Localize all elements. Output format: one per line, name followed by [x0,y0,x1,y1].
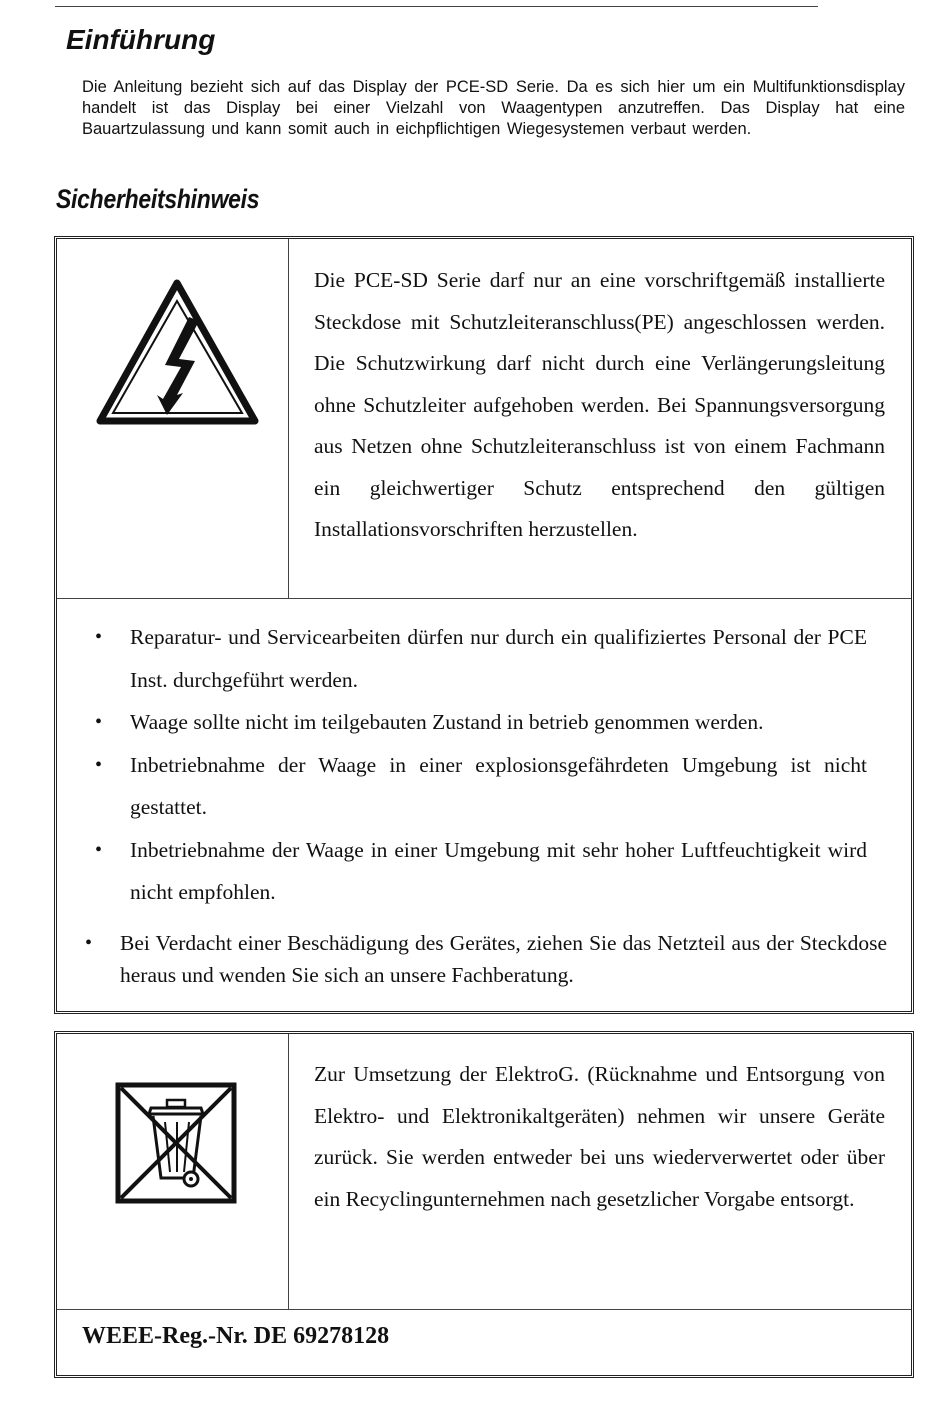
list-item-damage: • Bei Verdacht einer Beschädigung des Gerätes, ziehen Sie das Netzteil aus der Steckdose heraus und wenden Sie sich an unsere Fachberatung. [85,927,887,991]
safety-box [54,236,914,1014]
crossed-out-wheelie-bin-icon [115,1082,237,1204]
weee-text: Zur Umsetzung der ElektroG. (Rücknahme und Entsorgung von Elektro- und Elektronikaltgeräten) nehmen wir unsere Geräte zurück. Sie werden entweder bei uns wiederverwertet oder über ein Recyclingunternehmen nach gesetzlicher Vorgabe entsorgt. [314,1062,885,1211]
list-item: • Inbetriebnahme der Waage in einer explosionsgefährdeten Umgebung ist nicht gestattet. [95,744,867,829]
list-item: • Reparatur- und Servicearbeiten dürfen nur durch ein qualifiziertes Personal der PCE Inst. durchgeführt werden. [95,616,867,701]
weee-box [54,1031,914,1378]
weee-registration-number: WEEE-Reg.-Nr. DE 69278128 [82,1323,390,1349]
safety-divider [57,598,911,599]
intro-text: Die Anleitung bezieht sich auf das Display der PCE-SD Serie. Da es sich hier um ein Multifunktionsdisplay handelt ist das Display bei einer Vielzahl von Waagentypen anzutreffen. Das Display hat eine Bauartzulassung und kann somit auch in eichpflichtigen Wiegesystemen verbaut werden. [82,78,905,138]
safety-bullet-list [95,616,867,914]
intro-heading: Einführung [66,24,216,55]
list-item: • Inbetriebnahme der Waage in einer Umgebung mit sehr hoher Luftfeuchtigkeit wird nicht empfohlen. [95,829,867,914]
safety-warning-text: Die PCE-SD Serie darf nur an eine vorschriftgemäß installierte Steckdose mit Schutzleiteranschluss(PE) angeschlossen werden. Die Schutzwirkung darf nicht durch eine Verlängerungsleitung ohne Schutzleiter aufgehoben werden. Bei Spannungsversorgung aus Netzen ohne Schutzleiteranschluss ist von einem Fachmann ein gleichwertiger Schutz entsprechend den gültigen Installationsvorschriften herzustellen. [314,268,885,541]
weee-divider [57,1309,911,1310]
high-voltage-warning-icon [95,277,260,427]
top-rule [55,6,818,7]
list-item: • Waage sollte nicht im teilgebauten Zustand in betrieb genommen werden. [95,701,867,744]
weee-icon-cell [57,1034,289,1309]
safety-heading: Sicherheitshinweis [56,184,260,214]
warning-icon-cell [57,239,289,598]
